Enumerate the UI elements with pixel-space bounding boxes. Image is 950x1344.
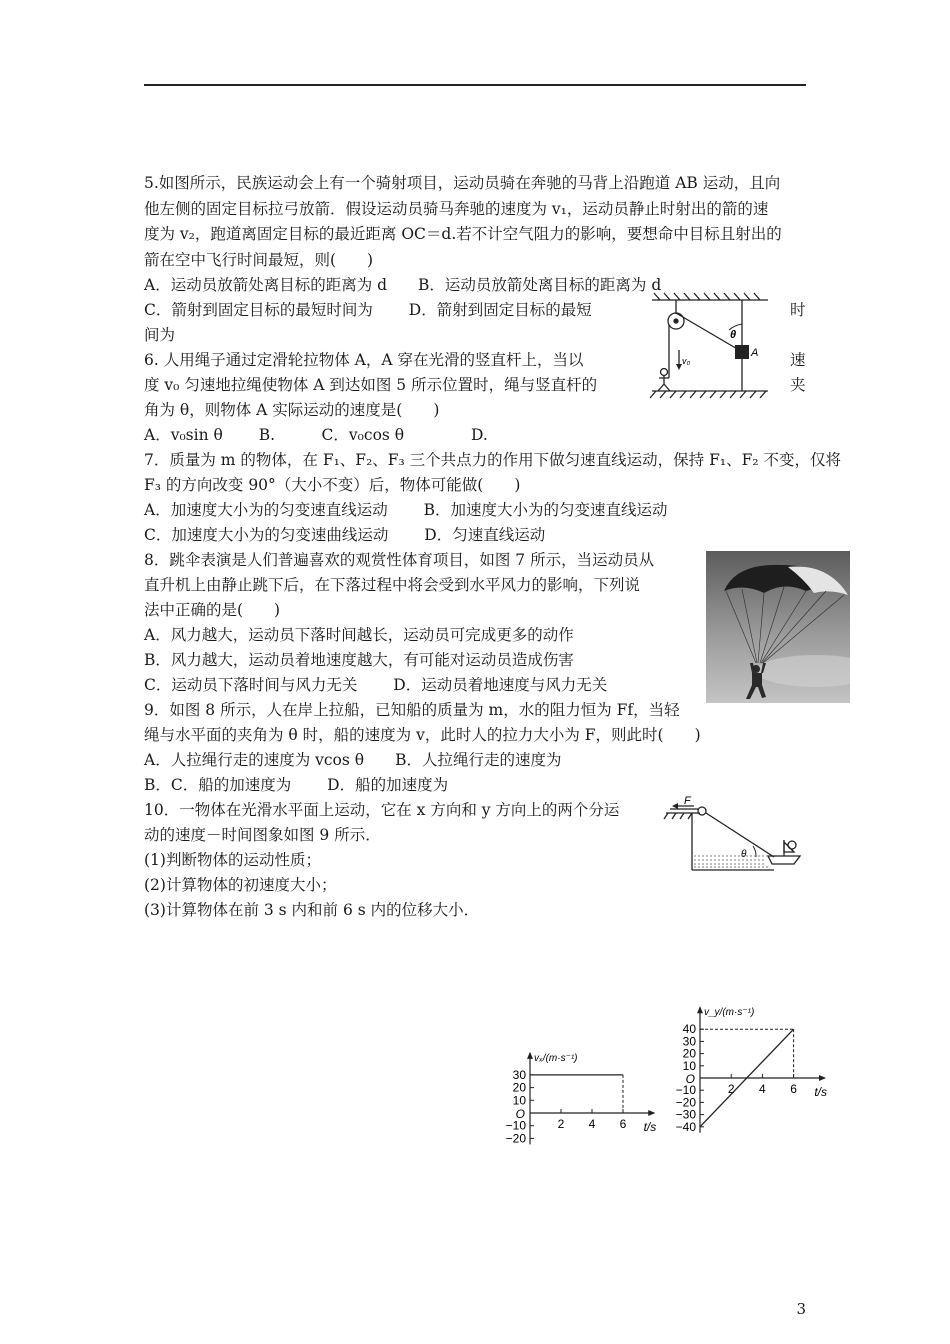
vy-xtick-label: 6 bbox=[790, 1082, 797, 1096]
vy-x-arrow bbox=[819, 1075, 826, 1081]
q8-option-b: B．风力越大，运动员着地速度越大，有可能对运动员造成伤害 bbox=[144, 651, 574, 669]
vy-xtick-label: 4 bbox=[759, 1082, 766, 1096]
header-rule bbox=[144, 84, 806, 86]
fig5-theta-label: θ bbox=[730, 329, 737, 341]
q5-option-c-tail: 时 bbox=[790, 301, 806, 319]
vx-ytick-label: −10 bbox=[505, 1118, 526, 1133]
q10-sub-2: (2)计算物体的初速度大小； bbox=[144, 876, 337, 894]
chart-vx-time bbox=[498, 1005, 658, 1155]
q5-line-2: 他左侧的固定目标拉弓放箭．假设运动员骑马奔驰的速度为 v₁，运动员静止时射出的箭的速 bbox=[144, 200, 769, 218]
q10-sub-3: (3)计算物体在前 3 s 内和前 6 s 内的位移大小． bbox=[144, 901, 480, 919]
q6-line-1: 6. 人用绳子通过定滑轮拉物体 A，A 穿在光滑的竖直杆上，当以 bbox=[144, 351, 584, 369]
q9-options-ab: A．人拉绳行走的速度为 vcos θ B．人拉绳行走的速度为 bbox=[144, 751, 562, 769]
vy-ytick-label: 40 bbox=[682, 1022, 696, 1037]
q7-options-cd: C．加速度大小为的匀变速曲线运动 D．匀速直线运动 bbox=[144, 526, 546, 544]
q5-option-c: C．箭射到固定目标的最短时间为 D．箭射到固定目标的最短 bbox=[144, 301, 592, 319]
vy-y-arrow bbox=[697, 1006, 703, 1013]
q6-line-3: 角为 θ，则物体 A 实际运动的速度是( ) bbox=[144, 401, 440, 419]
fig8-force-label: F bbox=[684, 795, 691, 807]
vy-y-label: v_y/(m·s⁻¹) bbox=[704, 1007, 755, 1019]
q5-line-3: 度为 v₂，跑道离固定目标的最近距离 OC＝d.若不计空气阻力的影响，要想命中目标且射出的 bbox=[144, 225, 782, 243]
vx-origin-label: O bbox=[515, 1107, 525, 1121]
skydiver-photo bbox=[706, 551, 850, 703]
q6-line-1-tail: 速 bbox=[790, 351, 806, 369]
q9-line-1: 9．如图 8 所示，人在岸上拉船，已知船的质量为 m，水的阻力恒为 Ff，当轻 bbox=[144, 701, 680, 719]
vy-ytick-label: 30 bbox=[682, 1034, 696, 1049]
q9-options-cd: B．C．船的加速度为 D．船的加速度为 bbox=[144, 776, 449, 794]
vy-ytick-label: −20 bbox=[675, 1095, 696, 1110]
vy-ytick-label: −30 bbox=[675, 1107, 696, 1122]
q5-line-1: 5.如图所示，民族运动会上有一个骑射项目，运动员骑在奔驰的马背上沿跑道 AB 运动，且向 bbox=[144, 174, 781, 192]
vy-x-label: t/s bbox=[814, 1085, 827, 1099]
q6-options: A．v₀sin θ B. C．v₀cos θ D. bbox=[144, 426, 488, 444]
vx-ytick-label: 10 bbox=[512, 1093, 526, 1108]
fig5-a-label: A bbox=[751, 347, 759, 359]
q8-line-1: 8．跳伞表演是人们普遍喜欢的观赏性体育项目，如图 7 所示，当运动员从 bbox=[144, 551, 655, 569]
figure-boat-pulling bbox=[664, 795, 812, 872]
q10-line-2: 动的速度－时间图象如图 9 所示． bbox=[144, 826, 381, 844]
q7-options-ab: A．加速度大小为的匀变速直线运动 B．加速度大小为的匀变速直线运动 bbox=[144, 501, 668, 519]
q5-options-ab: A．运动员放箭处离目标的距离为 d B．运动员放箭处离目标的距离为 d bbox=[144, 276, 662, 294]
q8-option-a: A．风力越大，运动员下落时间越长，运动员可完成更多的动作 bbox=[144, 626, 574, 644]
vx-x-arrow bbox=[648, 1110, 655, 1116]
vx-y-label: vₓ/(m·s⁻¹) bbox=[534, 1052, 578, 1064]
vy-origin-label: O bbox=[685, 1072, 695, 1086]
q5-line-4: 箭在空中飞行时间最短，则( ) bbox=[144, 251, 374, 269]
q7-line-2: F₃ 的方向改变 90°（大小不变）后，物体可能做( ) bbox=[144, 476, 521, 494]
vy-ytick-label: −40 bbox=[675, 1119, 696, 1134]
q5-option-c-line-2: 间为 bbox=[144, 326, 176, 344]
fig8-theta-label: θ bbox=[741, 849, 747, 860]
vx-xtick-label: 6 bbox=[619, 1117, 627, 1131]
vx-ytick-label: −20 bbox=[505, 1131, 526, 1146]
vx-x-label: t/s bbox=[643, 1120, 657, 1134]
vx-y-arrow bbox=[527, 1052, 533, 1059]
vy-ytick-label: 10 bbox=[682, 1058, 696, 1073]
page-number: 3 bbox=[796, 1300, 806, 1318]
chart-vy-time bbox=[668, 960, 834, 1188]
q10-line-1: 10．一物体在光滑水平面上运动，它在 x 方向和 y 方向上的两个分运 bbox=[144, 801, 620, 819]
q6-line-2-tail: 夹 bbox=[790, 376, 806, 394]
q9-line-2: 绳与水平面的夹角为 θ 时，船的速度为 v，此时人的拉力大小为 F，则此时( ) bbox=[144, 726, 701, 744]
q8-line-2: 直升机上由静止跳下后，在下落过程中将会受到水平风力的影响，下列说 bbox=[144, 576, 641, 594]
vx-ytick-label: 30 bbox=[512, 1067, 526, 1082]
q8-options-cd: C．运动员下落时间与风力无关 D．运动员着地速度与风力无关 bbox=[144, 676, 608, 694]
q7-line-1: 7．质量为 m 的物体，在 F₁、F₂、F₃ 三个共点力的作用下做匀速直线运动，保持 F₁、F₂ 不变，仅将 bbox=[144, 451, 841, 469]
vx-ytick-label: 20 bbox=[512, 1080, 526, 1095]
fig5-v0-label: v₀ bbox=[682, 356, 691, 366]
q8-line-3: 法中正确的是( ) bbox=[144, 601, 281, 619]
vy-ytick-label: −10 bbox=[675, 1083, 696, 1098]
q10-sub-1: (1)判断物体的运动性质； bbox=[144, 851, 321, 869]
vy-xtick-label: 2 bbox=[727, 1082, 735, 1096]
figure-pulley-block bbox=[650, 292, 772, 400]
vx-xtick-label: 4 bbox=[588, 1117, 596, 1131]
q6-line-2: 度 v₀ 匀速地拉绳使物体 A 到达如图 5 所示位置时，绳与竖直杆的 bbox=[144, 376, 598, 394]
vy-ytick-label: 20 bbox=[682, 1046, 696, 1061]
vx-xtick-label: 2 bbox=[557, 1117, 565, 1131]
